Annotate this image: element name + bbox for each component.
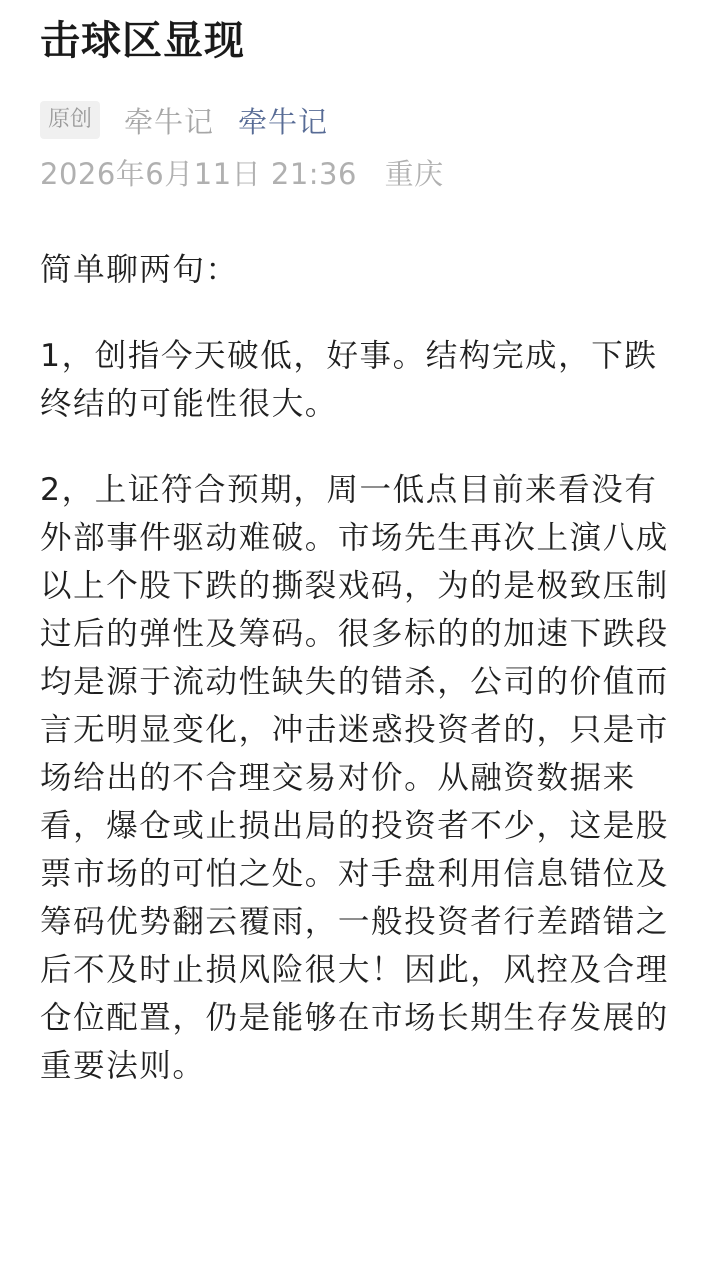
- paragraph: 1，创指今天破低，好事。结构完成，下跌终结的可能性很大。: [40, 338, 658, 422]
- account-name-link[interactable]: 牵牛记: [238, 104, 329, 139]
- article: [40, 0, 690, 1128]
- paragraph: 简单聊两句：: [40, 252, 239, 288]
- publish-time: 2026年6月11日 21:36: [40, 157, 357, 191]
- publish-info: [40, 154, 690, 194]
- article-title: 击球区显现: [40, 18, 245, 64]
- article-body: [40, 246, 690, 1090]
- paragraph: 2，上证符合预期，周一低点目前来看没有外部事件驱动难破。市场先生再次上演八成以上个股下跌的撕裂戏码，为的是极致压制过后的弹性及筹码。很多标的的加速下跌段均是源于流动性缺失的错杀，公司的价值而言无明显变化，冲击迷惑投资者的，只是市场给出的不合理交易对价。从融资数据来看，爆仓或止损出局的投资者不少，这是股票市场的可怕之处。对手盘利用信息错位及筹码优势翻云覆雨，一般投资者行差踏错之后不及时止损风险很大！因此，风控及合理仓位配置，仍是能够在市场长期生存发展的重要法则。: [40, 472, 669, 1084]
- article-meta: [40, 98, 690, 142]
- publish-location: 重庆: [384, 157, 444, 191]
- author-name: 牵牛记: [124, 104, 215, 139]
- original-badge: 原创: [40, 101, 100, 139]
